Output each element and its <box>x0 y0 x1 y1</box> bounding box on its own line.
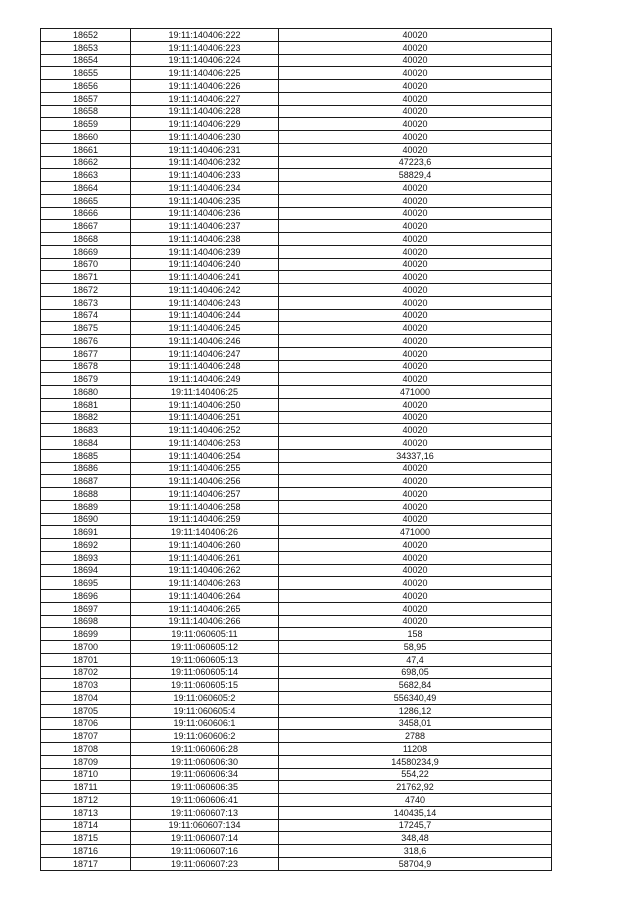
cadastral-number-cell: 19:11:060607:134 <box>131 819 279 832</box>
value-cell: 58704,9 <box>279 857 552 870</box>
cadastral-number-cell: 19:11:140406:244 <box>131 309 279 322</box>
row-number-cell: 18703 <box>41 679 131 692</box>
table-row <box>41 539 552 552</box>
table-row <box>41 411 552 424</box>
row-number-cell: 18664 <box>41 182 131 195</box>
row-number-cell: 18662 <box>41 156 131 169</box>
row-number-cell: 18667 <box>41 220 131 233</box>
value-cell: 58,95 <box>279 641 552 654</box>
row-number-cell: 18700 <box>41 641 131 654</box>
row-number-cell: 18660 <box>41 131 131 144</box>
cadastral-number-cell: 19:11:140406:237 <box>131 220 279 233</box>
value-cell: 40020 <box>279 564 552 577</box>
cadastral-number-cell: 19:11:060606:2 <box>131 730 279 743</box>
value-cell: 40020 <box>279 80 552 93</box>
row-number-cell: 18712 <box>41 794 131 807</box>
row-number-cell: 18655 <box>41 67 131 80</box>
value-cell: 40020 <box>279 194 552 207</box>
row-number-cell: 18665 <box>41 194 131 207</box>
cadastral-number-cell: 19:11:140406:266 <box>131 615 279 628</box>
value-cell: 40020 <box>279 41 552 54</box>
cadastral-number-cell: 19:11:140406:235 <box>131 194 279 207</box>
row-number-cell: 18696 <box>41 590 131 603</box>
cadastral-number-cell: 19:11:140406:227 <box>131 92 279 105</box>
value-cell: 348,48 <box>279 832 552 845</box>
cadastral-number-cell: 19:11:060606:35 <box>131 781 279 794</box>
row-number-cell: 18692 <box>41 539 131 552</box>
cadastral-number-cell: 19:11:140406:230 <box>131 131 279 144</box>
data-table <box>40 28 552 871</box>
value-cell: 40020 <box>279 143 552 156</box>
value-cell: 40020 <box>279 437 552 450</box>
row-number-cell: 18683 <box>41 424 131 437</box>
value-cell: 698,05 <box>279 666 552 679</box>
value-cell: 40020 <box>279 462 552 475</box>
row-number-cell: 18682 <box>41 411 131 424</box>
table-row <box>41 169 552 182</box>
cadastral-number-cell: 19:11:140406:229 <box>131 118 279 131</box>
table-row <box>41 717 552 730</box>
cadastral-number-cell: 19:11:060606:1 <box>131 717 279 730</box>
value-cell: 40020 <box>279 500 552 513</box>
cadastral-number-cell: 19:11:140406:257 <box>131 488 279 501</box>
table-row <box>41 322 552 335</box>
cadastral-number-cell: 19:11:140406:241 <box>131 271 279 284</box>
cadastral-number-cell: 19:11:140406:263 <box>131 577 279 590</box>
row-number-cell: 18657 <box>41 92 131 105</box>
table-row <box>41 271 552 284</box>
value-cell: 2788 <box>279 730 552 743</box>
row-number-cell: 18704 <box>41 692 131 705</box>
value-cell: 47,4 <box>279 653 552 666</box>
cadastral-number-cell: 19:11:140406:259 <box>131 513 279 526</box>
cadastral-number-cell: 19:11:140406:249 <box>131 373 279 386</box>
value-cell: 40020 <box>279 309 552 322</box>
table-row <box>41 105 552 118</box>
cadastral-number-cell: 19:11:060607:16 <box>131 845 279 858</box>
table-row <box>41 80 552 93</box>
value-cell: 318,6 <box>279 845 552 858</box>
table-row <box>41 628 552 641</box>
row-number-cell: 18690 <box>41 513 131 526</box>
row-number-cell: 18699 <box>41 628 131 641</box>
table-row <box>41 743 552 756</box>
table-row <box>41 245 552 258</box>
value-cell: 14580234,9 <box>279 755 552 768</box>
table-row <box>41 806 552 819</box>
table-row <box>41 398 552 411</box>
row-number-cell: 18681 <box>41 398 131 411</box>
table-row <box>41 794 552 807</box>
row-number-cell: 18678 <box>41 360 131 373</box>
cadastral-number-cell: 19:11:140406:265 <box>131 602 279 615</box>
table-row <box>41 207 552 220</box>
cadastral-number-cell: 19:11:140406:240 <box>131 258 279 271</box>
table-row <box>41 666 552 679</box>
cadastral-number-cell: 19:11:060605:4 <box>131 704 279 717</box>
value-cell: 1286,12 <box>279 704 552 717</box>
row-number-cell: 18676 <box>41 335 131 348</box>
row-number-cell: 18691 <box>41 526 131 539</box>
value-cell: 40020 <box>279 602 552 615</box>
cadastral-number-cell: 19:11:140406:260 <box>131 539 279 552</box>
value-cell: 40020 <box>279 118 552 131</box>
cadastral-number-cell: 19:11:140406:251 <box>131 411 279 424</box>
cadastral-number-cell: 19:11:140406:225 <box>131 67 279 80</box>
cadastral-number-cell: 19:11:140406:252 <box>131 424 279 437</box>
cadastral-number-cell: 19:11:140406:234 <box>131 182 279 195</box>
cadastral-number-cell: 19:11:140406:254 <box>131 449 279 462</box>
row-number-cell: 18693 <box>41 551 131 564</box>
value-cell: 40020 <box>279 424 552 437</box>
table-row <box>41 437 552 450</box>
row-number-cell: 18661 <box>41 143 131 156</box>
table-row <box>41 577 552 590</box>
table-row <box>41 462 552 475</box>
value-cell: 40020 <box>279 245 552 258</box>
cadastral-number-cell: 19:11:140406:245 <box>131 322 279 335</box>
table-row <box>41 768 552 781</box>
row-number-cell: 18714 <box>41 819 131 832</box>
row-number-cell: 18652 <box>41 29 131 42</box>
value-cell: 40020 <box>279 284 552 297</box>
row-number-cell: 18671 <box>41 271 131 284</box>
value-cell: 471000 <box>279 386 552 399</box>
table-row <box>41 258 552 271</box>
row-number-cell: 18713 <box>41 806 131 819</box>
row-number-cell: 18654 <box>41 54 131 67</box>
cadastral-number-cell: 19:11:140406:253 <box>131 437 279 450</box>
table-row <box>41 526 552 539</box>
table-row <box>41 67 552 80</box>
table-row <box>41 424 552 437</box>
cadastral-number-cell: 19:11:060605:15 <box>131 679 279 692</box>
value-cell: 40020 <box>279 67 552 80</box>
table-row <box>41 156 552 169</box>
cadastral-number-cell: 19:11:140406:26 <box>131 526 279 539</box>
cadastral-number-cell: 19:11:060606:34 <box>131 768 279 781</box>
table-row <box>41 679 552 692</box>
row-number-cell: 18684 <box>41 437 131 450</box>
table-row <box>41 551 552 564</box>
value-cell: 40020 <box>279 92 552 105</box>
value-cell: 40020 <box>279 513 552 526</box>
row-number-cell: 18680 <box>41 386 131 399</box>
cadastral-number-cell: 19:11:060606:28 <box>131 743 279 756</box>
table-row <box>41 653 552 666</box>
cadastral-number-cell: 19:11:060605:14 <box>131 666 279 679</box>
cadastral-number-cell: 19:11:140406:258 <box>131 500 279 513</box>
value-cell: 40020 <box>279 182 552 195</box>
cadastral-number-cell: 19:11:140406:236 <box>131 207 279 220</box>
table-row <box>41 692 552 705</box>
table-row <box>41 118 552 131</box>
table-row <box>41 143 552 156</box>
row-number-cell: 18675 <box>41 322 131 335</box>
cadastral-number-cell: 19:11:060605:13 <box>131 653 279 666</box>
value-cell: 40020 <box>279 590 552 603</box>
table-row <box>41 730 552 743</box>
value-cell: 40020 <box>279 615 552 628</box>
table-row <box>41 347 552 360</box>
value-cell: 17245,7 <box>279 819 552 832</box>
table-row <box>41 296 552 309</box>
value-cell: 40020 <box>279 207 552 220</box>
table-row <box>41 449 552 462</box>
value-cell: 40020 <box>279 398 552 411</box>
table-row <box>41 29 552 42</box>
table-row <box>41 602 552 615</box>
cadastral-number-cell: 19:11:140406:231 <box>131 143 279 156</box>
cadastral-number-cell: 19:11:140406:232 <box>131 156 279 169</box>
row-number-cell: 18674 <box>41 309 131 322</box>
value-cell: 40020 <box>279 220 552 233</box>
row-number-cell: 18710 <box>41 768 131 781</box>
cadastral-number-cell: 19:11:140406:264 <box>131 590 279 603</box>
table-row <box>41 233 552 246</box>
row-number-cell: 18689 <box>41 500 131 513</box>
value-cell: 40020 <box>279 539 552 552</box>
table-row <box>41 781 552 794</box>
table-row <box>41 373 552 386</box>
row-number-cell: 18709 <box>41 755 131 768</box>
cadastral-number-cell: 19:11:140406:247 <box>131 347 279 360</box>
value-cell: 158 <box>279 628 552 641</box>
value-cell: 3458,01 <box>279 717 552 730</box>
row-number-cell: 18673 <box>41 296 131 309</box>
table-row <box>41 641 552 654</box>
table-row <box>41 360 552 373</box>
value-cell: 47223,6 <box>279 156 552 169</box>
cadastral-number-cell: 19:11:140406:256 <box>131 475 279 488</box>
table-row <box>41 500 552 513</box>
value-cell: 40020 <box>279 29 552 42</box>
table-row <box>41 845 552 858</box>
table-row <box>41 386 552 399</box>
value-cell: 140435,14 <box>279 806 552 819</box>
table-row <box>41 475 552 488</box>
value-cell: 40020 <box>279 335 552 348</box>
cadastral-number-cell: 19:11:140406:25 <box>131 386 279 399</box>
cadastral-number-cell: 19:11:140406:226 <box>131 80 279 93</box>
row-number-cell: 18706 <box>41 717 131 730</box>
value-cell: 40020 <box>279 233 552 246</box>
row-number-cell: 18666 <box>41 207 131 220</box>
row-number-cell: 18679 <box>41 373 131 386</box>
value-cell: 40020 <box>279 347 552 360</box>
row-number-cell: 18687 <box>41 475 131 488</box>
table-row <box>41 92 552 105</box>
row-number-cell: 18701 <box>41 653 131 666</box>
row-number-cell: 18668 <box>41 233 131 246</box>
row-number-cell: 18656 <box>41 80 131 93</box>
row-number-cell: 18716 <box>41 845 131 858</box>
table-row <box>41 615 552 628</box>
table-row <box>41 309 552 322</box>
row-number-cell: 18669 <box>41 245 131 258</box>
value-cell: 40020 <box>279 475 552 488</box>
table-row <box>41 220 552 233</box>
row-number-cell: 18672 <box>41 284 131 297</box>
cadastral-number-cell: 19:11:140406:248 <box>131 360 279 373</box>
cadastral-number-cell: 19:11:060607:23 <box>131 857 279 870</box>
row-number-cell: 18677 <box>41 347 131 360</box>
row-number-cell: 18711 <box>41 781 131 794</box>
value-cell: 40020 <box>279 322 552 335</box>
table-row <box>41 488 552 501</box>
value-cell: 40020 <box>279 131 552 144</box>
value-cell: 40020 <box>279 577 552 590</box>
row-number-cell: 18685 <box>41 449 131 462</box>
cadastral-number-cell: 19:11:140406:246 <box>131 335 279 348</box>
cadastral-number-cell: 19:11:060605:12 <box>131 641 279 654</box>
value-cell: 21762,92 <box>279 781 552 794</box>
row-number-cell: 18653 <box>41 41 131 54</box>
table-row <box>41 284 552 297</box>
row-number-cell: 18670 <box>41 258 131 271</box>
value-cell: 4740 <box>279 794 552 807</box>
value-cell: 58829,4 <box>279 169 552 182</box>
cadastral-number-cell: 19:11:060606:41 <box>131 794 279 807</box>
cadastral-number-cell: 19:11:140406:224 <box>131 54 279 67</box>
value-cell: 40020 <box>279 54 552 67</box>
value-cell: 40020 <box>279 296 552 309</box>
cadastral-number-cell: 19:11:140406:250 <box>131 398 279 411</box>
table-row <box>41 194 552 207</box>
table-row <box>41 704 552 717</box>
cadastral-number-cell: 19:11:060607:13 <box>131 806 279 819</box>
cadastral-number-cell: 19:11:140406:243 <box>131 296 279 309</box>
row-number-cell: 18697 <box>41 602 131 615</box>
row-number-cell: 18705 <box>41 704 131 717</box>
cadastral-number-cell: 19:11:060606:30 <box>131 755 279 768</box>
value-cell: 5682,84 <box>279 679 552 692</box>
value-cell: 40020 <box>279 411 552 424</box>
row-number-cell: 18715 <box>41 832 131 845</box>
table-row <box>41 857 552 870</box>
row-number-cell: 18686 <box>41 462 131 475</box>
cadastral-number-cell: 19:11:140406:238 <box>131 233 279 246</box>
cadastral-number-cell: 19:11:140406:222 <box>131 29 279 42</box>
cadastral-number-cell: 19:11:060605:2 <box>131 692 279 705</box>
table-row <box>41 832 552 845</box>
row-number-cell: 18694 <box>41 564 131 577</box>
cadastral-number-cell: 19:11:140406:223 <box>131 41 279 54</box>
table-row <box>41 54 552 67</box>
value-cell: 554,22 <box>279 768 552 781</box>
row-number-cell: 18702 <box>41 666 131 679</box>
table-row <box>41 819 552 832</box>
value-cell: 40020 <box>279 360 552 373</box>
row-number-cell: 18707 <box>41 730 131 743</box>
row-number-cell: 18708 <box>41 743 131 756</box>
table-row <box>41 182 552 195</box>
cadastral-number-cell: 19:11:140406:242 <box>131 284 279 297</box>
table-row <box>41 755 552 768</box>
row-number-cell: 18688 <box>41 488 131 501</box>
value-cell: 40020 <box>279 258 552 271</box>
value-cell: 34337,16 <box>279 449 552 462</box>
table-row <box>41 41 552 54</box>
cadastral-number-cell: 19:11:060607:14 <box>131 832 279 845</box>
cadastral-number-cell: 19:11:140406:233 <box>131 169 279 182</box>
cadastral-number-cell: 19:11:140406:228 <box>131 105 279 118</box>
table-row <box>41 564 552 577</box>
row-number-cell: 18659 <box>41 118 131 131</box>
table-row <box>41 335 552 348</box>
value-cell: 471000 <box>279 526 552 539</box>
table-row <box>41 590 552 603</box>
value-cell: 40020 <box>279 373 552 386</box>
value-cell: 40020 <box>279 271 552 284</box>
value-cell: 40020 <box>279 488 552 501</box>
cadastral-number-cell: 19:11:140406:239 <box>131 245 279 258</box>
value-cell: 11208 <box>279 743 552 756</box>
cadastral-number-cell: 19:11:140406:262 <box>131 564 279 577</box>
row-number-cell: 18658 <box>41 105 131 118</box>
cadastral-number-cell: 19:11:140406:255 <box>131 462 279 475</box>
value-cell: 40020 <box>279 551 552 564</box>
row-number-cell: 18717 <box>41 857 131 870</box>
table-body <box>41 29 552 871</box>
cadastral-number-cell: 19:11:060605:11 <box>131 628 279 641</box>
row-number-cell: 18698 <box>41 615 131 628</box>
cadastral-number-cell: 19:11:140406:261 <box>131 551 279 564</box>
table-row <box>41 131 552 144</box>
value-cell: 40020 <box>279 105 552 118</box>
table-row <box>41 513 552 526</box>
row-number-cell: 18663 <box>41 169 131 182</box>
row-number-cell: 18695 <box>41 577 131 590</box>
value-cell: 556340,49 <box>279 692 552 705</box>
